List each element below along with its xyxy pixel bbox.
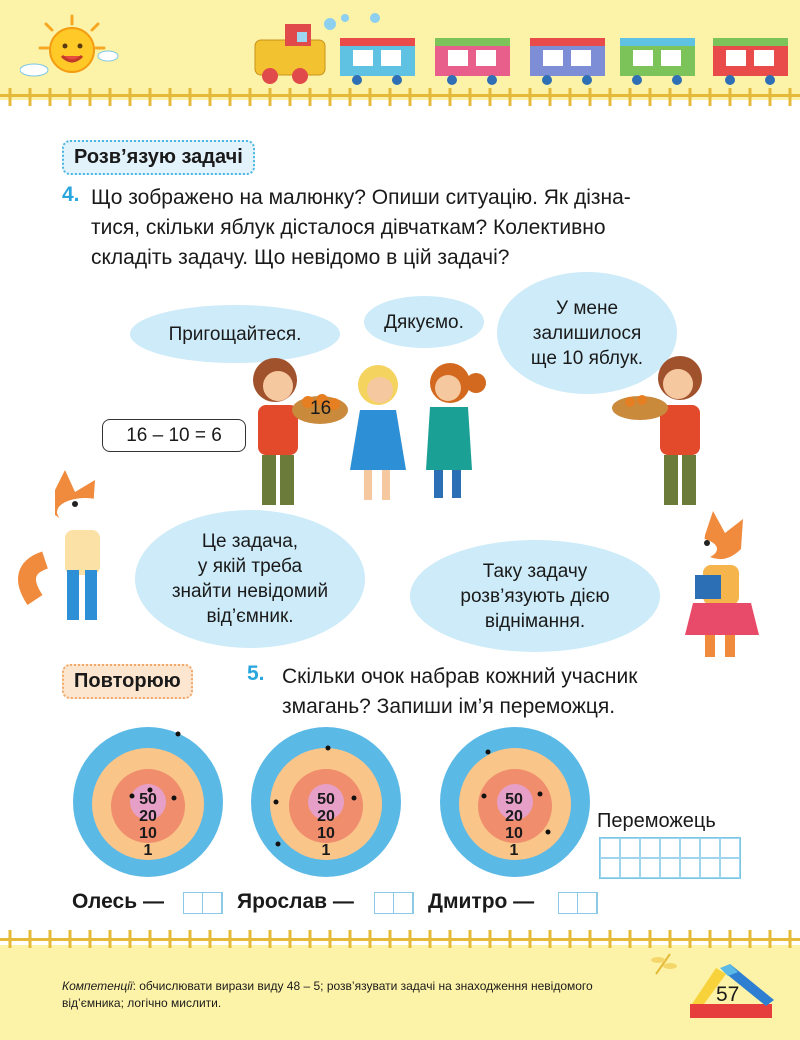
- task-5-line-1: Скільки очок набрав кожний учасник: [282, 665, 638, 688]
- task-5-number: 5.: [247, 662, 265, 685]
- bubble-text-line: у якій треба: [197, 556, 303, 577]
- task-4-line-1: Що зображено на малюнку? Опиши ситуацію. Як дізна-: [91, 186, 631, 209]
- task-4-number: 4.: [62, 183, 80, 206]
- ring-label-10: 10: [317, 825, 335, 842]
- competencies-note: [62, 978, 642, 1012]
- bubble-text-line: Таку задачу: [482, 560, 588, 582]
- bubble-text-line: залишилося: [532, 322, 642, 344]
- bubble-text-line: ще 10 яблук.: [530, 347, 644, 369]
- answer-box-olesya[interactable]: [183, 892, 223, 914]
- name-olesya: Олесь —: [72, 890, 164, 913]
- ring-label-10: 10: [505, 825, 523, 842]
- page-number: 57: [716, 983, 740, 1006]
- name-yaroslav: Ярослав —: [237, 890, 354, 913]
- basket-count-label: 16: [310, 398, 332, 419]
- ring-label-20: 20: [317, 808, 335, 825]
- bubble-text: Дякуємо.: [384, 311, 464, 333]
- competencies-label: Компетенції: [62, 979, 133, 993]
- winner-answer-grid[interactable]: [599, 837, 741, 879]
- ring-label-1: 1: [321, 842, 331, 859]
- grass-fence-top: [0, 88, 800, 106]
- ring-label-50: 50: [505, 791, 523, 808]
- target-1-labels: [133, 791, 163, 859]
- ring-label-50: 50: [139, 791, 157, 808]
- task-4-line-2: тися, скільки яблук дісталося дівчаткам? Колективно: [91, 216, 606, 239]
- answer-box-dmytro[interactable]: [558, 892, 598, 914]
- ring-label-20: 20: [139, 808, 157, 825]
- boy-right-illustration: [610, 350, 720, 510]
- bubble-text-line: знайти невідомий: [171, 581, 329, 602]
- ring-label-1: 1: [143, 842, 153, 859]
- fox-boy-illustration: [15, 470, 135, 640]
- boy-with-basket-illustration: [230, 350, 350, 520]
- girl-blue-dress-illustration: [340, 360, 420, 510]
- ring-label-50: 50: [317, 791, 335, 808]
- repeat-tag: Повторюю: [62, 664, 193, 699]
- ring-label-20: 20: [505, 808, 523, 825]
- name-dmytro: Дмитро —: [428, 890, 535, 913]
- equation-box: 16 – 10 = 6: [102, 419, 246, 452]
- bubble-text-line: Це задача,: [201, 531, 299, 552]
- target-3-labels: [499, 791, 529, 859]
- ring-label-10: 10: [139, 825, 157, 842]
- sun-icon: [20, 12, 120, 82]
- dragonfly-icon: [648, 948, 678, 978]
- ring-label-1: 1: [509, 842, 519, 859]
- grass-fence-bottom: [0, 928, 800, 948]
- bubble-text-line: розв’язують дією: [460, 585, 610, 607]
- target-2-labels: [311, 791, 341, 859]
- speech-bubble-girl: [364, 296, 484, 348]
- train-icon: [245, 10, 800, 90]
- bubble-text: Пригощайтеся.: [168, 323, 302, 345]
- speech-bubble-fox-boy: [135, 510, 365, 648]
- competencies-text: : обчислювати вирази виду 48 – 5; розв’язувати задачі на знаходження невідомого від’ємника; логічно мислити.: [62, 979, 593, 1010]
- answer-box-yaroslav[interactable]: [374, 892, 414, 914]
- task-4-line-3: складіть задачу. Що невідомо в цій задачі?: [91, 246, 510, 269]
- bubble-text-line: від’ємник.: [206, 606, 294, 627]
- girl-green-coat-illustration: [412, 355, 492, 505]
- section-title: Розв’язую задачі: [62, 140, 255, 175]
- speech-bubble-fox-girl: [410, 540, 660, 652]
- winner-label: Переможець: [597, 810, 716, 832]
- bubble-text-line: У мене: [555, 297, 619, 319]
- task-5-line-2: змагань? Запиши ім’я переможця.: [282, 695, 616, 718]
- fox-girl-illustration: [655, 505, 775, 665]
- bubble-text-line: віднімання.: [484, 610, 586, 632]
